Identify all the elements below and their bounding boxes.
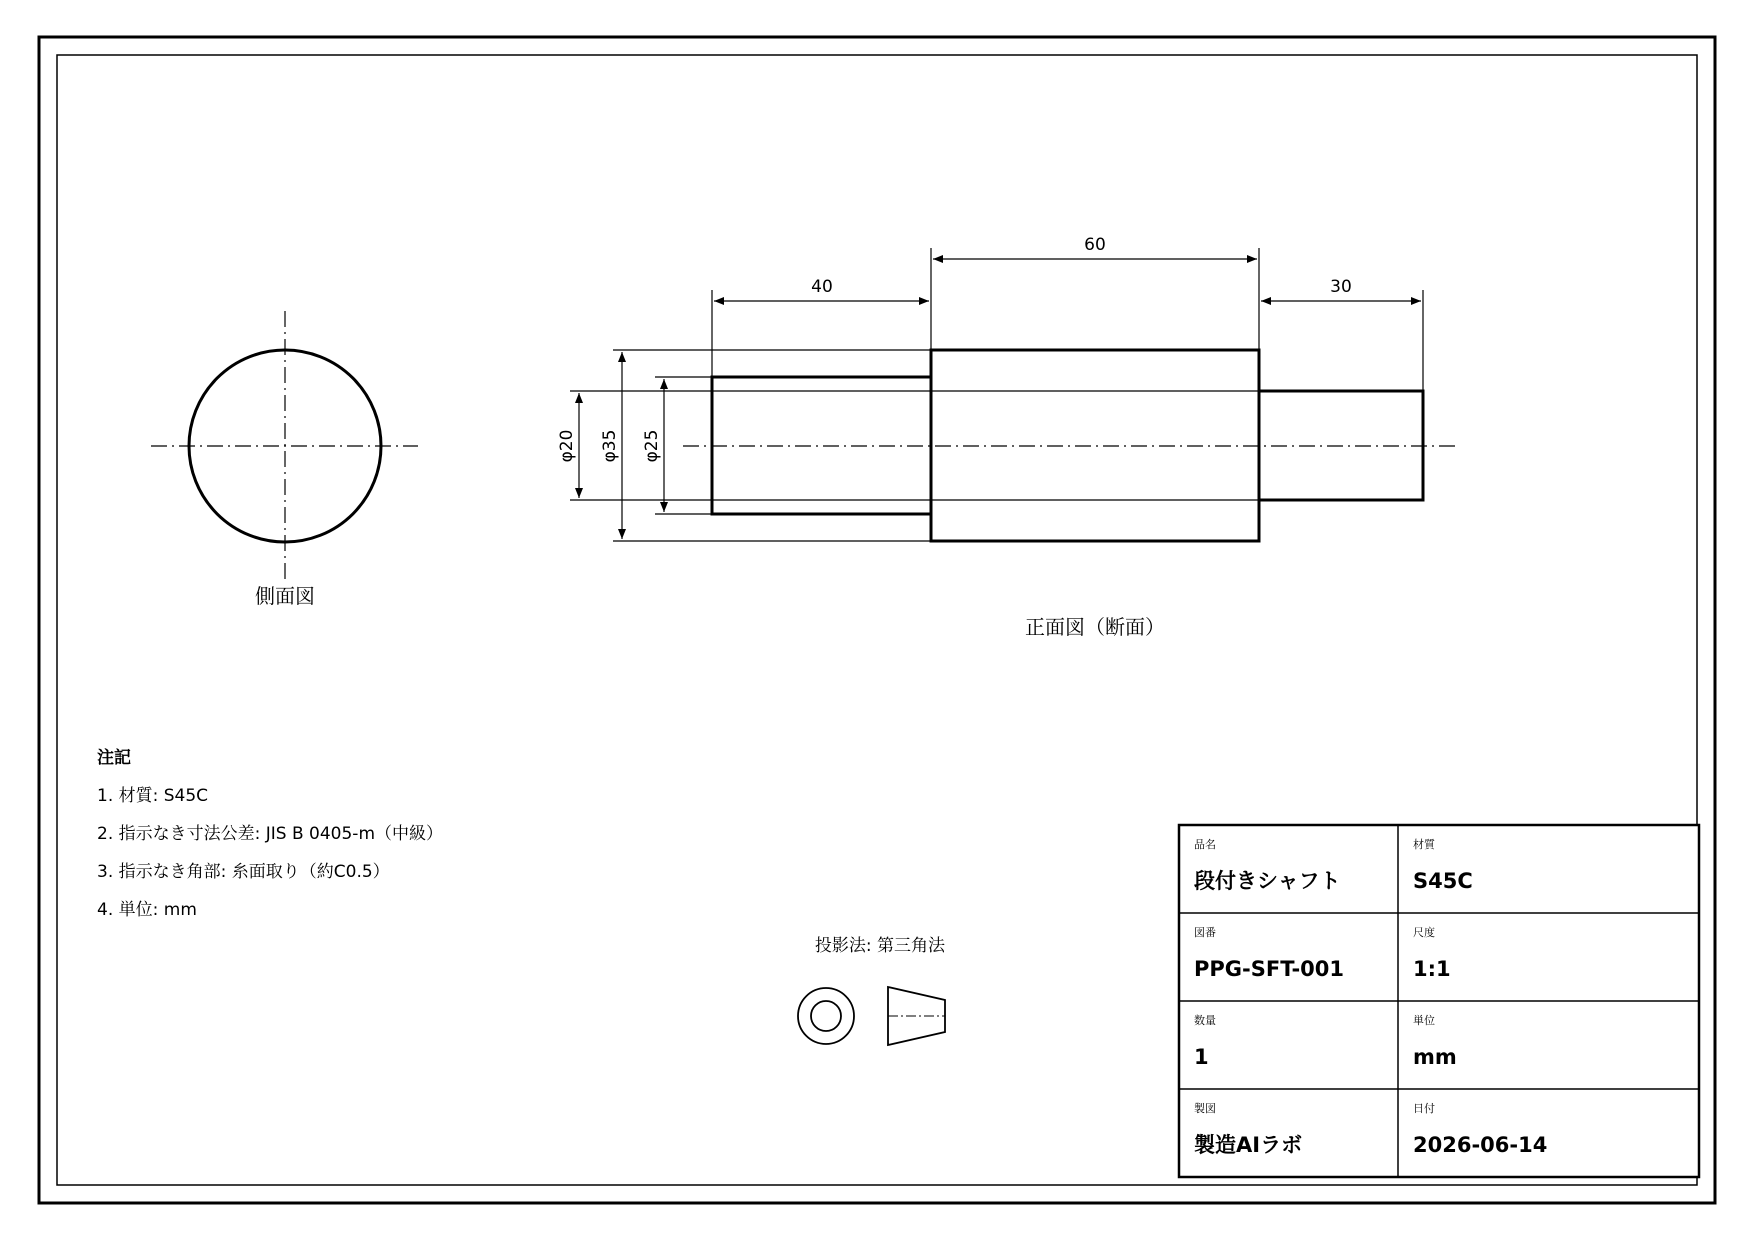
- quantity-value: 1: [1194, 1045, 1209, 1069]
- scale-label: 尺度: [1413, 926, 1435, 939]
- unit-label: 単位: [1413, 1014, 1435, 1027]
- dimension-text-40: 40: [811, 277, 833, 297]
- dimension-text-phi25: φ25: [642, 429, 662, 463]
- projection-method: [798, 935, 946, 1045]
- projection-label: 投影法: 第三角法: [814, 936, 946, 956]
- side-view: [151, 311, 418, 608]
- dimension-text-60: 60: [1084, 235, 1106, 255]
- part-name-value: 段付きシャフト: [1194, 869, 1341, 893]
- note-item: 1. 材質: S45C: [97, 786, 209, 806]
- quantity-label: 数量: [1194, 1014, 1216, 1027]
- front-view-label: 正面図（断面）: [1025, 615, 1165, 639]
- part-name-label: 品名: [1194, 838, 1216, 851]
- date-value: 2026-06-14: [1413, 1133, 1548, 1157]
- projection-symbol-outer-circle: [798, 988, 854, 1044]
- side-view-label: 側面図: [255, 584, 315, 608]
- note-item: 2. 指示なき寸法公差: JIS B 0405-m（中級）: [97, 824, 444, 844]
- drafter-value: 製造AIラボ: [1194, 1133, 1303, 1157]
- note-item: 3. 指示なき角部: 糸面取り（約C0.5）: [97, 862, 390, 882]
- note-item: 4. 単位: mm: [97, 900, 197, 920]
- unit-value: mm: [1413, 1045, 1457, 1069]
- dimension-text-phi20: φ20: [557, 429, 577, 463]
- material-label: 材質: [1413, 838, 1435, 851]
- projection-symbol-inner-circle: [811, 1001, 841, 1031]
- drafter-label: 製図: [1194, 1102, 1216, 1115]
- notes-block: [97, 747, 443, 920]
- drawing-number-value: PPG-SFT-001: [1194, 957, 1344, 981]
- date-label: 日付: [1413, 1102, 1435, 1115]
- dimension-text-30: 30: [1330, 277, 1352, 297]
- scale-value: 1:1: [1413, 957, 1451, 981]
- notes-title: 注記: [97, 748, 131, 768]
- title-block: [1179, 825, 1699, 1177]
- dimension-text-phi35: φ35: [600, 429, 620, 463]
- material-value: S45C: [1413, 869, 1473, 893]
- front-view: [557, 235, 1455, 639]
- drawing-number-label: 図番: [1194, 926, 1216, 939]
